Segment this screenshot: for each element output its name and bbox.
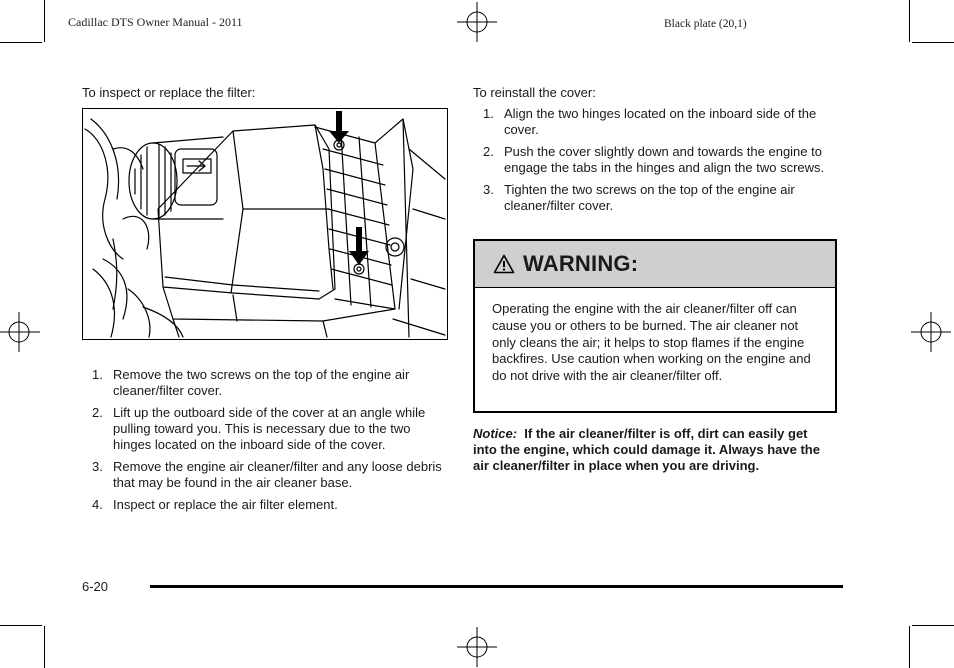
right-intro: To reinstall the cover: — [473, 85, 596, 100]
registration-mark-left — [0, 312, 40, 352]
warning-box — [473, 239, 837, 413]
list-item: 2. Lift up the outboard side of the cover at an angle while pulling toward you. This is necessary due to the two hinges located on the inboard side of the cover. — [92, 405, 426, 452]
header-plate: Black plate (20,1) — [664, 18, 747, 30]
notice-label: Notice: — [473, 426, 518, 441]
list-item: 3. Tighten the two screws on the top of the engine air cleaner/filter cover. — [483, 182, 795, 213]
warning-title: WARNING: — [523, 251, 639, 276]
page-number: 6-20 — [82, 579, 109, 594]
removal-steps — [82, 367, 448, 519]
warning-header — [475, 241, 835, 288]
list-item: 1. Remove the two screws on the top of the engine air cleaner/filter cover. — [92, 367, 410, 398]
notice-paragraph — [473, 426, 833, 474]
registration-mark-right — [911, 312, 951, 352]
registration-mark-top — [457, 2, 497, 42]
warning-body: Operating the engine with the air cleaner/filter off can cause you or others to be burned. The air cleaner not only cleans the air; it helps to stop flames if the engine backfires. Use caution when working on the engine and do not drive with the air cleaner/filter off. — [492, 301, 811, 384]
header-title: Cadillac DTS Owner Manual - 2011 — [68, 15, 243, 29]
list-item: 4. Inspect or replace the air filter element. — [92, 497, 338, 512]
air-cleaner-figure — [82, 108, 448, 340]
registration-mark-bottom — [457, 627, 497, 667]
list-item: 2. Push the cover slightly down and towards the engine to engage the tabs in the hinges and align the two screws. — [483, 144, 825, 175]
notice-text: If the air cleaner/filter is off, dirt can easily get into the engine, which could damage it. Always have the air cleaner/filter in place when you are driving. — [473, 426, 820, 473]
list-item: 3. Remove the engine air cleaner/filter and any loose debris that may be found in the air cleaner base. — [92, 459, 442, 490]
left-intro: To inspect or replace the filter: — [82, 85, 256, 100]
footer-rule — [150, 585, 843, 588]
reinstall-steps — [473, 106, 837, 220]
list-item: 1. Align the two hinges located on the inboard side of the cover. — [483, 106, 817, 137]
air-cleaner-illustration — [83, 109, 447, 339]
warning-triangle-icon — [493, 254, 515, 274]
